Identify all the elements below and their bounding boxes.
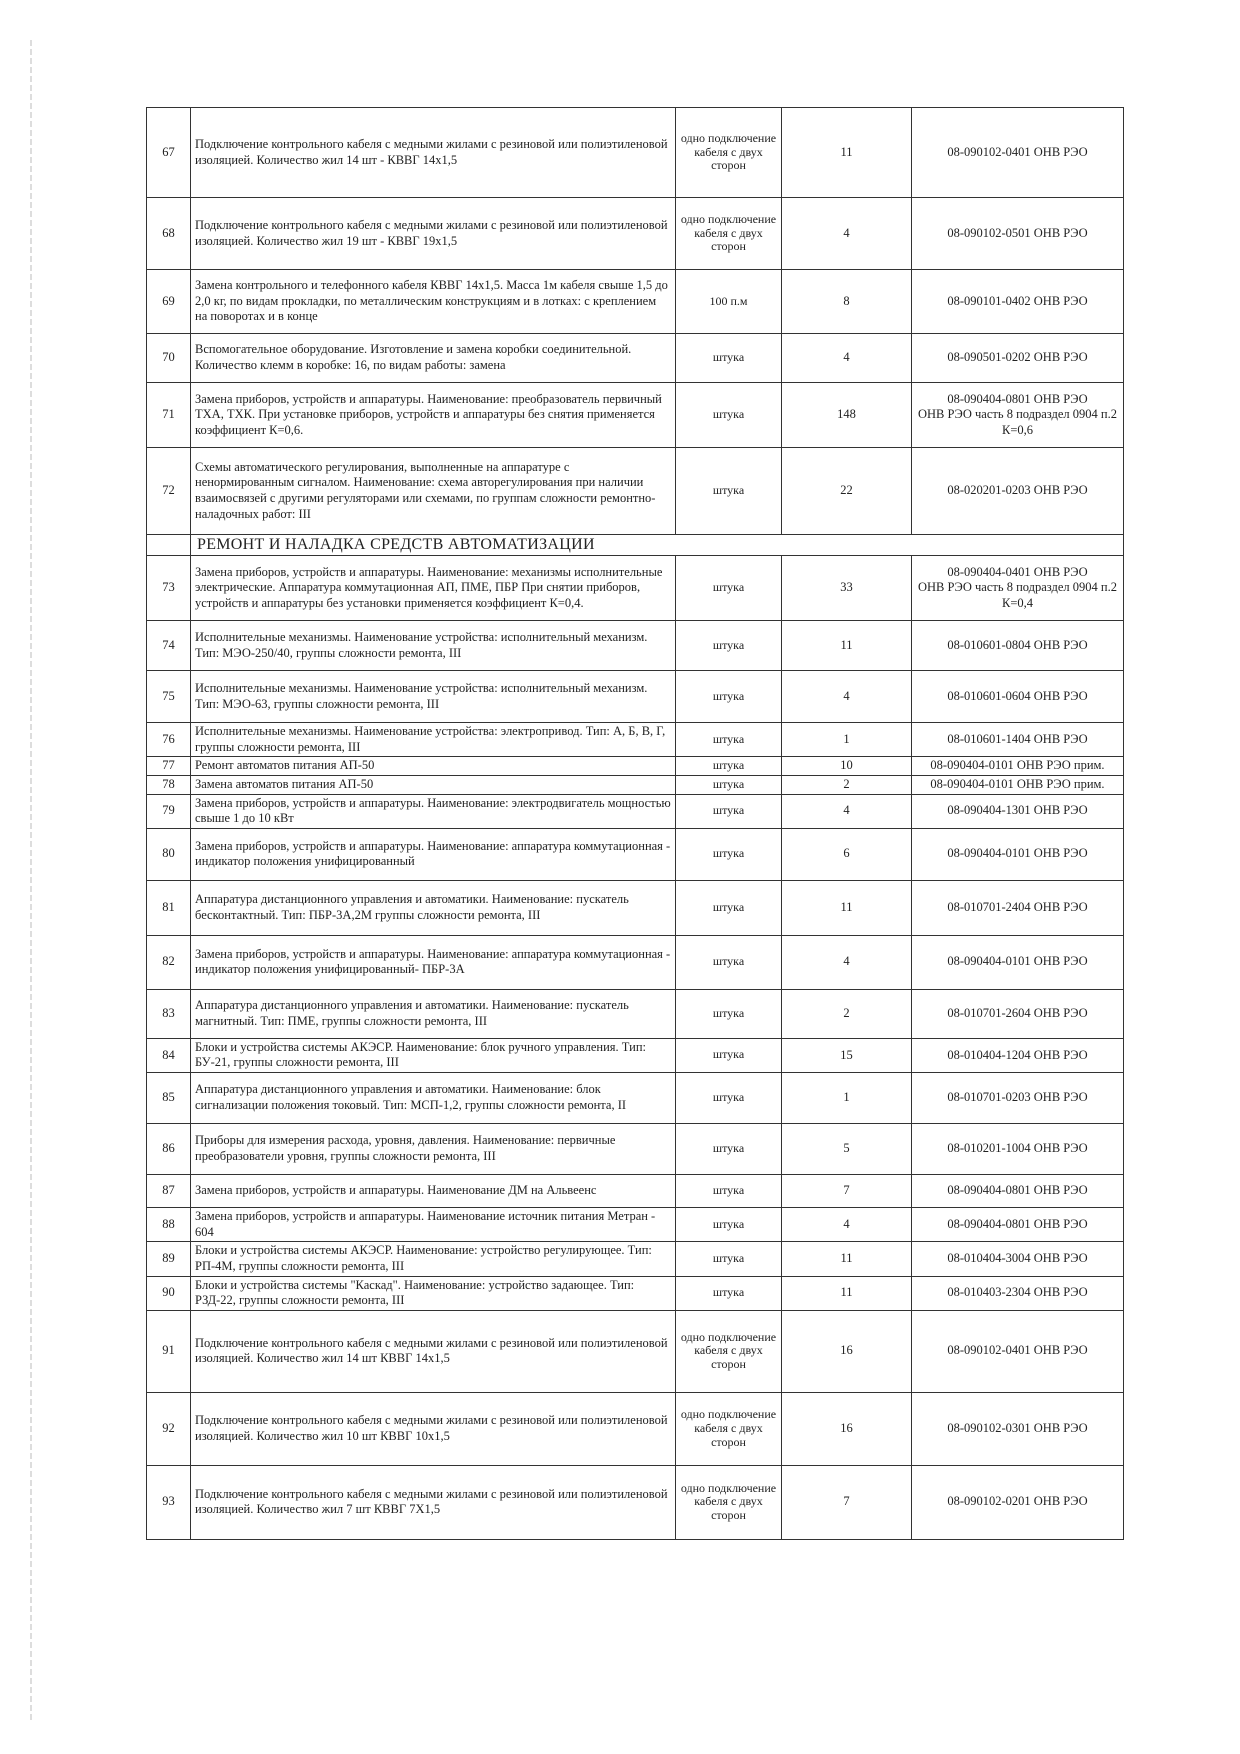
row-quantity-cell: 16 [782,1310,912,1392]
row-code-cell: 08-090404-0101 ОНВ РЭО прим. [912,775,1124,794]
row-unit-cell: штука [676,1038,782,1072]
row-unit-cell: штука [676,556,782,621]
works-table-body [147,108,1124,1540]
row-description-cell: Блоки и устройства системы АКЭСР. Наименование: устройство регулирующее. Тип: РП-4М, группы сложности ремонта, III [191,1242,676,1276]
row-unit-cell: штука [676,723,782,757]
row-number-cell: 87 [147,1175,191,1208]
row-quantity-cell: 16 [782,1392,912,1465]
row-number-cell: 68 [147,198,191,270]
row-description-cell: Блоки и устройства системы АКЭСР. Наименование: блок ручного управления. Тип: БУ-21, группы сложности ремонта, III [191,1038,676,1072]
table-row [147,723,1124,757]
table-row [147,1465,1124,1539]
row-description-cell: Исполнительные механизмы. Наименование устройства: исполнительный механизм. Тип: МЭО-250/40, группы сложности ремонта, III [191,621,676,671]
row-description-cell: Замена приборов, устройств и аппаратуры. Наименование: аппаратура коммутационная - индикатор положения унифицированный- ПБР-3А [191,935,676,989]
row-description-cell: Замена приборов, устройств и аппаратуры. Наименование: аппаратура коммутационная - индикатор положения унифицированный [191,828,676,880]
row-quantity-cell: 1 [782,723,912,757]
table-row [147,828,1124,880]
row-unit-cell: штука [676,757,782,776]
row-quantity-cell: 7 [782,1465,912,1539]
row-description-cell: Вспомогательное оборудование. Изготовление и замена коробки соединительной. Количество клемм в коробке: 16, по видам работы: замена [191,334,676,383]
table-row [147,1208,1124,1242]
row-number-cell: 84 [147,1038,191,1072]
row-number-cell: 86 [147,1124,191,1175]
row-number-cell: 67 [147,108,191,198]
table-row [147,1175,1124,1208]
row-number-cell: 80 [147,828,191,880]
row-description-cell: Аппаратура дистанционного управления и автоматики. Наименование: пускатель магнитный. Тип: ПМЕ, группы сложности ремонта, III [191,989,676,1038]
row-unit-cell: штука [676,671,782,723]
row-number-cell: 74 [147,621,191,671]
row-quantity-cell: 4 [782,1208,912,1242]
row-number-cell: 73 [147,556,191,621]
table-row [147,671,1124,723]
row-description-cell: Схемы автоматического регулирования, выполненные на аппаратуре с ненормированным сигналом. Наименование: схема авторегулирования при наличии взаимосвязей с другими регуляторами или схемами, по группам сложности ремонтно-наладочных работ: III [191,448,676,535]
row-code-cell: 08-010601-1404 ОНВ РЭО [912,723,1124,757]
section-header-row [147,535,1124,556]
row-quantity-cell: 148 [782,383,912,448]
row-number-cell: 75 [147,671,191,723]
row-unit-cell: штука [676,621,782,671]
row-code-cell: 08-010701-2604 ОНВ РЭО [912,989,1124,1038]
table-row [147,935,1124,989]
row-number-cell: 85 [147,1073,191,1124]
row-description-cell: Замена приборов, устройств и аппаратуры. Наименование источник питания Метран - 604 [191,1208,676,1242]
row-code-cell: 08-010601-0804 ОНВ РЭО [912,621,1124,671]
table-row [147,621,1124,671]
table-row [147,1038,1124,1072]
row-code-cell: 08-090102-0401 ОНВ РЭО [912,108,1124,198]
row-unit-cell: штука [676,775,782,794]
row-description-cell: Замена приборов, устройств и аппаратуры. Наименование: механизмы исполнительные электрические. Аппаратура коммутационная АП, ПМЕ, ПБР При снятии приборов, устройств и аппаратуры без установки применяется коэффициент К=0,4. [191,556,676,621]
row-number-cell: 93 [147,1465,191,1539]
row-description-cell: Подключение контрольного кабеля с медными жилами с резиновой или полиэтиленовой изоляцией. Количество жил 14 шт КВВГ 14х1,5 [191,1310,676,1392]
scan-edge-artifact [30,40,32,1720]
row-description-cell: Блоки и устройства системы "Каскад". Наименование: устройство задающее. Тип: РЗД-22, группы сложности ремонта, III [191,1276,676,1310]
row-quantity-cell: 15 [782,1038,912,1072]
row-code-cell: 08-090102-0301 ОНВ РЭО [912,1392,1124,1465]
row-code-cell: 08-090101-0402 ОНВ РЭО [912,270,1124,334]
table-row [147,108,1124,198]
row-unit-cell: штука [676,828,782,880]
row-number-cell: 91 [147,1310,191,1392]
table-row [147,880,1124,935]
section-title: РЕМОНТ И НАЛАДКА СРЕДСТВ АВТОМАТИЗАЦИИ [191,535,1124,556]
row-description-cell: Замена приборов, устройств и аппаратуры. Наименование: преобразователь первичный ТХА, ТХК. При установке приборов, устройств и аппаратуры без снятия применяется коэффициент К=0,6. [191,383,676,448]
row-quantity-cell: 4 [782,935,912,989]
row-description-cell: Исполнительные механизмы. Наименование устройства: исполнительный механизм. Тип: МЭО-63, группы сложности ремонта, III [191,671,676,723]
row-code-cell: 08-090404-0801 ОНВ РЭО [912,1208,1124,1242]
row-unit-cell: штука [676,1124,782,1175]
row-unit-cell: одно подключение кабеля с двух сторон [676,1310,782,1392]
row-code-cell: 08-010403-2304 ОНВ РЭО [912,1276,1124,1310]
row-number-cell: 71 [147,383,191,448]
row-description-cell: Замена контрольного и телефонного кабеля КВВГ 14х1,5. Масса 1м кабеля свыше 1,5 до 2,0 кг, по видам прокладки, по металлическим конструкциям и в лотках: с креплением на поворотах и в конце [191,270,676,334]
row-code-cell: 08-090404-0801 ОНВ РЭО ОНВ РЭО часть 8 подраздел 0904 п.2 К=0,6 [912,383,1124,448]
table-row [147,556,1124,621]
table-row [147,1392,1124,1465]
table-row [147,1310,1124,1392]
row-code-cell: 08-090404-0101 ОНВ РЭО [912,828,1124,880]
row-number-cell: 82 [147,935,191,989]
row-number-cell: 70 [147,334,191,383]
row-code-cell: 08-090102-0401 ОНВ РЭО [912,1310,1124,1392]
row-description-cell: Исполнительные механизмы. Наименование устройства: электропривод. Тип: А, Б, В, Г, группы сложности ремонта, III [191,723,676,757]
row-code-cell: 08-010701-0203 ОНВ РЭО [912,1073,1124,1124]
row-code-cell: 08-090404-0101 ОНВ РЭО [912,935,1124,989]
row-code-cell: 08-090102-0201 ОНВ РЭО [912,1465,1124,1539]
row-number-cell: 77 [147,757,191,776]
row-unit-cell: штука [676,1208,782,1242]
row-description-cell: Подключение контрольного кабеля с медными жилами с резиновой или полиэтиленовой изоляцией. Количество жил 7 шт КВВГ 7Х1,5 [191,1465,676,1539]
row-quantity-cell: 10 [782,757,912,776]
row-code-cell: 08-020201-0203 ОНВ РЭО [912,448,1124,535]
works-table [146,107,1124,1540]
row-number-cell: 79 [147,794,191,828]
row-description-cell: Аппаратура дистанционного управления и автоматики. Наименование: пускатель бесконтактный. Тип: ПБР-3А,2М группы сложности ремонта, III [191,880,676,935]
table-row [147,270,1124,334]
row-number-cell: 83 [147,989,191,1038]
row-unit-cell: штука [676,989,782,1038]
row-code-cell: 08-090404-0101 ОНВ РЭО прим. [912,757,1124,776]
row-number-cell: 72 [147,448,191,535]
row-quantity-cell: 22 [782,448,912,535]
row-unit-cell: одно подключение кабеля с двух сторон [676,108,782,198]
row-description-cell: Подключение контрольного кабеля с медными жилами с резиновой или полиэтиленовой изоляцией. Количество жил 10 шт КВВГ 10х1,5 [191,1392,676,1465]
row-unit-cell: 100 п.м [676,270,782,334]
row-unit-cell: штука [676,880,782,935]
table-row [147,1276,1124,1310]
row-quantity-cell: 7 [782,1175,912,1208]
table-row [147,334,1124,383]
row-number-cell: 76 [147,723,191,757]
row-quantity-cell: 8 [782,270,912,334]
row-quantity-cell: 1 [782,1073,912,1124]
table-row [147,757,1124,776]
table-row [147,1124,1124,1175]
row-number-cell: 81 [147,880,191,935]
table-row [147,383,1124,448]
section-num-cell [147,535,191,556]
row-unit-cell: штука [676,448,782,535]
row-unit-cell: штука [676,935,782,989]
row-quantity-cell: 11 [782,108,912,198]
row-code-cell: 08-010201-1004 ОНВ РЭО [912,1124,1124,1175]
row-description-cell: Подключение контрольного кабеля с медными жилами с резиновой или полиэтиленовой изоляцией. Количество жил 19 шт - КВВГ 19х1,5 [191,198,676,270]
row-number-cell: 90 [147,1276,191,1310]
table-row [147,1242,1124,1276]
row-code-cell: 08-090404-1301 ОНВ РЭО [912,794,1124,828]
row-quantity-cell: 11 [782,621,912,671]
row-unit-cell: штука [676,1276,782,1310]
row-quantity-cell: 5 [782,1124,912,1175]
row-description-cell: Подключение контрольного кабеля с медными жилами с резиновой или полиэтиленовой изоляцией. Количество жил 14 шт - КВВГ 14х1,5 [191,108,676,198]
table-row [147,989,1124,1038]
table-row [147,1073,1124,1124]
row-description-cell: Замена приборов, устройств и аппаратуры. Наименование ДМ на Альвеенс [191,1175,676,1208]
row-number-cell: 69 [147,270,191,334]
row-unit-cell: штука [676,794,782,828]
row-code-cell: 08-090102-0501 ОНВ РЭО [912,198,1124,270]
row-unit-cell: штука [676,1175,782,1208]
row-description-cell: Замена приборов, устройств и аппаратуры. Наименование: электродвигатель мощностью свыше 1 до 10 кВт [191,794,676,828]
row-number-cell: 88 [147,1208,191,1242]
row-unit-cell: штука [676,1242,782,1276]
row-quantity-cell: 11 [782,1276,912,1310]
row-number-cell: 89 [147,1242,191,1276]
table-row [147,794,1124,828]
row-code-cell: 08-010701-2404 ОНВ РЭО [912,880,1124,935]
row-quantity-cell: 11 [782,880,912,935]
row-code-cell: 08-010404-3004 ОНВ РЭО [912,1242,1124,1276]
row-code-cell: 08-010404-1204 ОНВ РЭО [912,1038,1124,1072]
row-unit-cell: одно подключение кабеля с двух сторон [676,198,782,270]
row-unit-cell: штука [676,1073,782,1124]
row-unit-cell: одно подключение кабеля с двух сторон [676,1392,782,1465]
row-number-cell: 92 [147,1392,191,1465]
row-description-cell: Аппаратура дистанционного управления и автоматики. Наименование: блок сигнализации положения токовый. Тип: МСП-1,2, группы сложности ремонта, II [191,1073,676,1124]
row-description-cell: Ремонт автоматов питания АП-50 [191,757,676,776]
row-code-cell: 08-090501-0202 ОНВ РЭО [912,334,1124,383]
row-unit-cell: штука [676,383,782,448]
table-row [147,775,1124,794]
row-quantity-cell: 4 [782,334,912,383]
row-quantity-cell: 33 [782,556,912,621]
row-description-cell: Замена автоматов питания АП-50 [191,775,676,794]
table-row [147,198,1124,270]
row-description-cell: Приборы для измерения расхода, уровня, давления. Наименование: первичные преобразователи уровня, группы сложности ремонта, III [191,1124,676,1175]
row-quantity-cell: 4 [782,794,912,828]
row-quantity-cell: 4 [782,198,912,270]
row-code-cell: 08-010601-0604 ОНВ РЭО [912,671,1124,723]
row-code-cell: 08-090404-0401 ОНВ РЭО ОНВ РЭО часть 8 подраздел 0904 п.2 К=0,4 [912,556,1124,621]
row-quantity-cell: 2 [782,775,912,794]
row-quantity-cell: 2 [782,989,912,1038]
row-quantity-cell: 11 [782,1242,912,1276]
table-row [147,448,1124,535]
row-unit-cell: штука [676,334,782,383]
row-code-cell: 08-090404-0801 ОНВ РЭО [912,1175,1124,1208]
row-unit-cell: одно подключение кабеля с двух сторон [676,1465,782,1539]
row-quantity-cell: 6 [782,828,912,880]
row-quantity-cell: 4 [782,671,912,723]
row-number-cell: 78 [147,775,191,794]
